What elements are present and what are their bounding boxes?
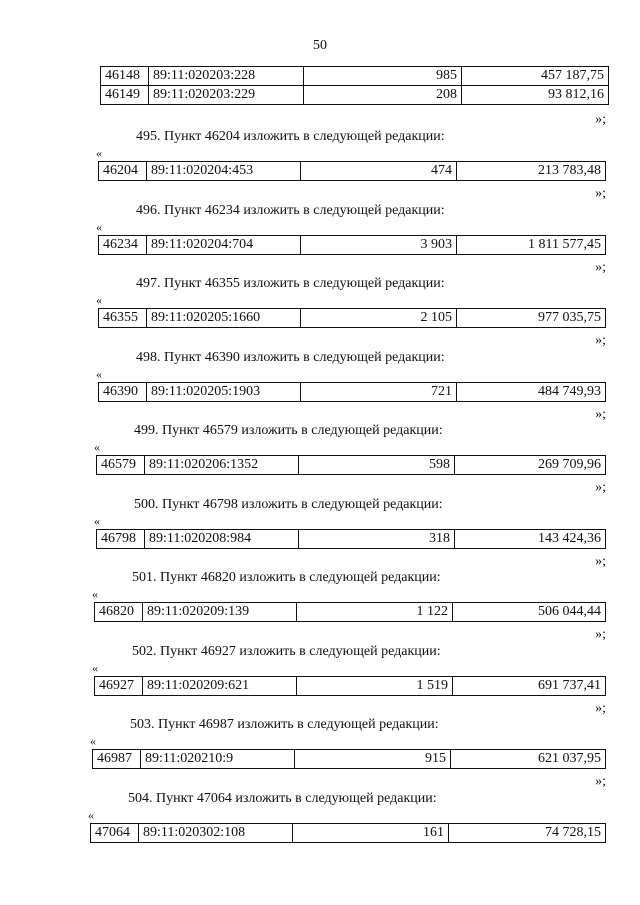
area-value: 2 105 — [301, 309, 457, 328]
table-row — [99, 309, 606, 328]
opening-quote: « — [96, 219, 102, 234]
amendment-table — [94, 602, 606, 622]
amendment-instruction: 497. Пункт 46355 изложить в следующей редакции: — [136, 276, 445, 291]
opening-quote: « — [96, 146, 102, 160]
table-row — [95, 603, 606, 622]
cadastral-number: 89:11:020302:108 — [139, 823, 293, 842]
amendment-table — [92, 749, 606, 769]
table-row — [95, 676, 606, 695]
table-row — [101, 67, 609, 86]
cadastral-number: 89:11:020206:1352 — [145, 456, 299, 475]
amendment-table — [96, 529, 606, 549]
row-id: 46579 — [97, 456, 145, 475]
cost-value: 213 783,48 — [457, 162, 606, 181]
row-id: 46820 — [95, 603, 143, 622]
amendment-instruction: 504. Пункт 47064 изложить в следующей редакции: — [128, 790, 437, 806]
closing-quote: »; — [595, 259, 606, 275]
area-value: 3 903 — [301, 235, 457, 254]
opening-quote: « — [96, 293, 102, 307]
table-row — [91, 823, 606, 842]
cadastral-number: 89:11:020203:229 — [149, 86, 304, 105]
amendment-table — [90, 823, 606, 843]
area-value: 1 519 — [297, 676, 453, 695]
area-value: 474 — [301, 162, 457, 181]
area-value: 318 — [299, 529, 455, 548]
first-table — [100, 66, 609, 105]
cadastral-number: 89:11:020205:1660 — [147, 309, 301, 328]
closing-quote: »; — [595, 700, 606, 716]
table-row — [93, 750, 606, 769]
closing-quote: »; — [595, 333, 606, 348]
row-id: 46149 — [101, 86, 149, 105]
table-row — [99, 162, 606, 181]
row-id: 46355 — [99, 309, 147, 328]
row-id: 46987 — [93, 750, 141, 769]
cadastral-number: 89:11:020205:1903 — [147, 382, 301, 401]
amendment-instruction: 502. Пункт 46927 изложить в следующей редакции: — [132, 643, 441, 659]
cost-value: 621 037,95 — [451, 750, 606, 769]
amendment-table — [96, 455, 606, 475]
row-id: 46234 — [99, 235, 147, 254]
cadastral-number: 89:11:020204:453 — [147, 162, 301, 181]
cadastral-number: 89:11:020210:9 — [141, 750, 295, 769]
cost-value: 1 811 577,45 — [457, 235, 606, 254]
amendment-instruction: 496. Пункт 46234 изложить в следующей редакции: — [136, 202, 445, 218]
amendment-table — [98, 235, 606, 255]
table-row — [99, 382, 606, 401]
cost-value: 506 044,44 — [453, 603, 606, 622]
row-id: 47064 — [91, 823, 139, 842]
row-id: 46798 — [97, 529, 145, 548]
area-value: 915 — [295, 750, 451, 769]
amendment-instruction: 500. Пункт 46798 изложить в следующей редакции: — [134, 496, 443, 512]
row-id: 46204 — [99, 162, 147, 181]
cost-value: 977 035,75 — [457, 309, 606, 328]
cost-value: 691 737,41 — [453, 676, 606, 695]
closing-quote: »; — [595, 186, 606, 201]
opening-quote: « — [94, 513, 100, 528]
amendment-instruction: 501. Пункт 46820 изложить в следующей редакции: — [132, 570, 441, 585]
row-id: 46390 — [99, 382, 147, 401]
table-row — [97, 529, 606, 548]
closing-quote: »; — [595, 774, 606, 789]
cost-value: 269 709,96 — [455, 456, 606, 475]
amendment-table — [98, 382, 606, 402]
cost-value: 93 812,16 — [462, 86, 609, 105]
area-value: 208 — [304, 86, 462, 105]
area-value: 598 — [299, 456, 455, 475]
opening-quote: « — [90, 734, 96, 748]
amendment-instruction: 499. Пункт 46579 изложить в следующей редакции: — [134, 423, 443, 438]
closing-quote: »; — [595, 480, 606, 495]
cadastral-number: 89:11:020208:984 — [145, 529, 299, 548]
opening-quote: « — [88, 807, 94, 822]
page-number: 50 — [313, 38, 327, 53]
area-value: 161 — [293, 823, 449, 842]
closing-quote: »; — [595, 112, 606, 127]
row-id: 46927 — [95, 676, 143, 695]
cost-value: 143 424,36 — [455, 529, 606, 548]
table-row — [97, 456, 606, 475]
amendment-table — [94, 676, 606, 696]
amendment-instruction: 498. Пункт 46390 изложить в следующей редакции: — [136, 349, 445, 365]
amendment-instruction: 495. Пункт 46204 изложить в следующей редакции: — [136, 129, 445, 144]
area-value: 985 — [304, 67, 462, 86]
opening-quote: « — [96, 366, 102, 381]
cadastral-number: 89:11:020209:621 — [143, 676, 297, 695]
closing-quote: »; — [595, 553, 606, 569]
cost-value: 484 749,93 — [457, 382, 606, 401]
row-id: 46148 — [101, 67, 149, 86]
table-row — [101, 86, 609, 105]
amendment-table — [98, 308, 606, 328]
closing-quote: »; — [595, 627, 606, 642]
opening-quote: « — [92, 660, 98, 675]
amendment-table — [98, 161, 606, 181]
cadastral-number: 89:11:020209:139 — [143, 603, 297, 622]
closing-quote: »; — [595, 406, 606, 422]
table-row — [99, 235, 606, 254]
opening-quote: « — [94, 440, 100, 454]
area-value: 1 122 — [297, 603, 453, 622]
cadastral-number: 89:11:020203:228 — [149, 67, 304, 86]
cost-value: 74 728,15 — [449, 823, 606, 842]
area-value: 721 — [301, 382, 457, 401]
cadastral-number: 89:11:020204:704 — [147, 235, 301, 254]
amendment-instruction: 503. Пункт 46987 изложить в следующей редакции: — [130, 717, 439, 732]
cost-value: 457 187,75 — [462, 67, 609, 86]
opening-quote: « — [92, 587, 98, 601]
